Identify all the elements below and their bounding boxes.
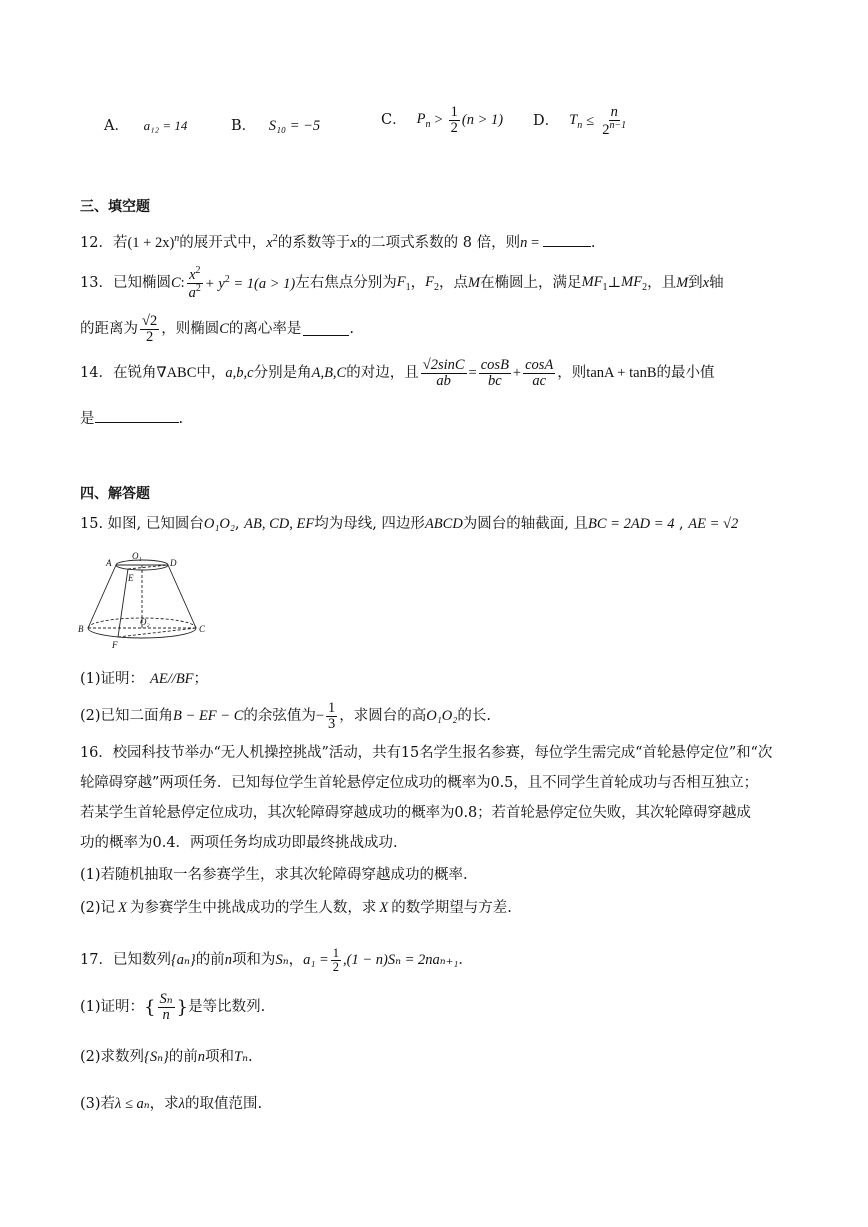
q14-tan-expression: tanA + tanB xyxy=(586,365,657,382)
q13-answer-blank[interactable] xyxy=(303,323,349,336)
q17-a1: a₁ = xyxy=(303,951,329,968)
q14-triangle: ∇ABC xyxy=(156,365,197,382)
q16-part2-text-b: 为参赛学生中挑战成功的学生人数，求 xyxy=(129,900,377,916)
q13-text-2: ，点 xyxy=(438,274,468,291)
q13-m2: M xyxy=(676,274,689,291)
choice-c xyxy=(381,105,503,136)
q13-end: . xyxy=(349,321,354,338)
q15-abcd: ABCD xyxy=(424,516,463,532)
frustum-figure xyxy=(76,550,206,662)
q17-part1-label: (1)证明： xyxy=(80,999,145,1016)
choice-c-tail: (n > 1) xyxy=(461,112,504,129)
generatrix-ef xyxy=(118,569,128,637)
q13-text-5: 到 xyxy=(688,274,703,291)
q13-number: 13．已知椭圆 xyxy=(80,274,171,291)
q13-c: C xyxy=(170,274,181,291)
q14-text-2: 分别是角 xyxy=(253,365,312,382)
q13-ellipse-rest: + $y^2 = 1(a > 1)$ xyxy=(204,273,296,292)
q14-abc: a,b,c xyxy=(225,365,254,382)
choice-c-fraction: $\frac{1}{2}$ xyxy=(450,104,458,137)
q12-text-1: 的展开式中， xyxy=(179,234,267,251)
q17-text-b: 的前 xyxy=(195,951,225,968)
q17-part3-inequality: λ ≤ aₙ xyxy=(115,1096,150,1112)
q14-angles: A,B,C xyxy=(311,365,347,382)
right-brace-icon: } xyxy=(176,996,189,1018)
q13-f1: $F_1$ xyxy=(396,273,411,293)
q15-part1-math: AE//BF xyxy=(150,671,194,687)
question-13-line-1 xyxy=(80,266,724,301)
segment-fc xyxy=(118,628,196,637)
q14-text-5: 的最小值 xyxy=(656,365,715,382)
q13-text-3: 在椭圆上，满足 xyxy=(480,274,582,291)
q17-a1-fraction: $\frac{1}{2}$ xyxy=(332,946,340,975)
q15-condition-1: BC = 2AD = 4 xyxy=(588,516,675,532)
q13-ellipse-fraction: $\frac{x^2}{a^2}$ xyxy=(188,265,201,301)
choice-a-label: A． xyxy=(104,118,129,134)
q13-x: x xyxy=(702,274,710,291)
q15-part2-fraction: $\frac{1}{3}$ xyxy=(328,700,336,733)
label-a: A xyxy=(106,558,112,568)
q16-part2-text-c: 的数学期望与方差. xyxy=(391,900,512,916)
label-f: F xyxy=(112,640,118,650)
q13-c2: C xyxy=(219,321,229,338)
q14-answer-blank[interactable] xyxy=(95,410,179,423)
q13-line2-text-2: ，则椭圆 xyxy=(161,321,220,338)
q15-text-a: 15. 如图, 已知圆台 xyxy=(80,516,204,532)
q15-segments: AB, CD, EF xyxy=(244,516,315,532)
q17-part3-lambda: λ xyxy=(178,1096,185,1112)
q13-m: M xyxy=(467,274,481,291)
question-14-line-1 xyxy=(80,358,715,389)
q12-text-3: 的二项式系数的 8 倍，则 xyxy=(356,234,521,251)
choice-b-math: S₁₀ = −5 xyxy=(268,118,321,134)
q12-x2: $x^2$ xyxy=(266,233,278,251)
label-c: C xyxy=(199,624,206,634)
q14-fraction-1: $\frac{√2\sin C}{ab}$ xyxy=(422,357,465,390)
q13-text-6: 轴 xyxy=(709,274,724,291)
q14-line2-text: 是 xyxy=(80,411,95,427)
q17-part3-text-b: ，求 xyxy=(149,1096,179,1112)
q12-text-2: 的系数等于 xyxy=(277,234,351,251)
q17-part2-text-a: (2)求数列 xyxy=(80,1049,145,1065)
section-3-heading: 三、填空题 xyxy=(80,199,150,215)
q13-perp: ⊥ xyxy=(607,274,622,291)
q14-text-4: ，则 xyxy=(557,365,587,382)
q12-end: . xyxy=(590,234,596,251)
choice-d-rel: ≤ xyxy=(586,112,595,129)
q17-sequence: {aₙ} xyxy=(170,951,196,968)
q17-sn: Sₙ xyxy=(275,951,289,968)
choice-c-label: C． xyxy=(381,112,407,129)
q16-x: X xyxy=(118,900,127,916)
q16-line-2: 轮障碍穿越”两项任务．已知每位学生首轮悬停定位成功的概率为0.5，且不同学生首轮成功与否相互独立； xyxy=(80,775,759,791)
q13-mf1: $MF_1$ xyxy=(581,273,608,293)
question-14-line-2 xyxy=(80,410,183,428)
q13-comma: ， xyxy=(410,274,426,291)
label-o2: O₂ xyxy=(140,617,150,627)
q15-text-c: 均为母线, 四边形 xyxy=(314,516,425,532)
q15-o1o2: O₁O₂ xyxy=(203,516,235,532)
question-15-stem xyxy=(80,516,738,533)
q16-part-1: (1)若随机抽取一名参赛学生，求其次轮障碍穿越成功的概率. xyxy=(80,867,468,883)
q15-part1-label: (1)证明： xyxy=(80,671,145,687)
q17-part1-text: 是等比数列. xyxy=(188,999,266,1016)
question-17-stem xyxy=(80,947,473,974)
choice-c-lhs: $P_n$ xyxy=(416,110,431,130)
q17-part-1 xyxy=(80,992,265,1023)
q16-line-3: 若某学生首轮悬停定位成功，其次轮障碍穿越成功的概率为0.8；若首轮悬停定位失败，其次轮障碍穿越成 xyxy=(80,805,751,821)
q14-fraction-3: $\frac{\cos A}{ac}$ xyxy=(525,357,554,390)
q13-colon: : xyxy=(180,274,185,291)
q17-part3-text-a: (3)若 xyxy=(80,1096,116,1112)
choice-a xyxy=(104,118,187,135)
q12-n: n xyxy=(520,234,528,251)
q15-part1-end: ； xyxy=(193,671,209,687)
q14-text-3: 的对边，且 xyxy=(346,365,419,382)
q17-part1-fraction: $\frac{\text{Sₙ}}{n}$ xyxy=(159,991,173,1024)
q12-number: 12．若 xyxy=(80,234,128,251)
q15-separator: , xyxy=(674,516,689,532)
q16-line-1: 16．校园科技节举办“无人机操控挑战”活动，共有15名学生报名参赛，每位学生需完成“首轮悬停定位”和“次 xyxy=(80,745,773,761)
q16-x2: X xyxy=(379,900,389,916)
q17-part3-text-c: 的取值范围. xyxy=(184,1096,263,1112)
q13-line2-text-1: 的距离为 xyxy=(80,321,138,338)
choice-d-label: D． xyxy=(533,112,560,129)
q15-text-b: , xyxy=(234,516,245,532)
q15-part2-text-a: (2)已知二面角 xyxy=(80,708,174,725)
q14-number: 14．在锐角 xyxy=(80,365,157,382)
q13-mf2: $MF_2$ xyxy=(621,273,648,293)
q16-part2-text-a: (2)记 xyxy=(80,900,116,916)
q15-part-1 xyxy=(80,671,208,688)
q15-part2-text-d: ，求圆台的高 xyxy=(339,708,427,725)
question-13-line-2 xyxy=(80,314,354,345)
q13-f2: $F_2$ xyxy=(425,273,439,293)
q17-part2-n: n xyxy=(197,1049,206,1065)
q15-part2-minus: − xyxy=(315,708,325,725)
q13-distance-fraction: $\frac{√2}{2}$ xyxy=(142,313,158,346)
q17-recurrence: ,(1 − n)Sₙ = 2naₙ₊₁ xyxy=(343,951,459,968)
label-o1: O₁ xyxy=(132,551,142,561)
q17-text-e: ． xyxy=(458,951,473,968)
generatrix-ab xyxy=(88,565,116,628)
q15-condition-2: AE = √2 xyxy=(688,516,739,532)
q12-equals: = xyxy=(527,234,543,251)
q16-line-4: 功的概率为0.4．两项任务均成功即最终挑战成功. xyxy=(80,835,398,851)
q17-part2-text-b: 的前 xyxy=(168,1049,198,1065)
q12-answer-blank[interactable] xyxy=(543,234,591,247)
left-brace-icon: { xyxy=(144,996,156,1018)
q13-line2-text-3: 的离心率是 xyxy=(228,321,302,338)
q13-text-1: 左右焦点分别为 xyxy=(295,274,397,291)
q12-x: x xyxy=(350,234,357,251)
label-b: B xyxy=(78,624,84,634)
q17-text-a: 17．已知数列 xyxy=(80,951,171,968)
label-d: D xyxy=(170,558,177,568)
q17-part-3 xyxy=(80,1096,262,1113)
q17-n: n xyxy=(224,951,232,968)
choice-d-fraction: $\frac{n}{2^{n-1}}$ xyxy=(602,104,627,139)
q15-part2-text-f: 的长. xyxy=(457,708,491,725)
q15-part2-dihedral: B − EF − C xyxy=(173,708,244,725)
section-4-heading: 四、解答题 xyxy=(80,486,150,502)
q15-part-2 xyxy=(80,701,491,732)
q14-text-1: 中， xyxy=(196,365,226,382)
q15-part2-o1o2: O₁O₂ xyxy=(426,708,458,725)
q15-text-d: 为圆台的轴截面, 且 xyxy=(462,516,589,532)
question-12 xyxy=(80,233,595,252)
q17-part2-text-c: 项和 xyxy=(205,1049,235,1065)
generatrix-dc xyxy=(168,565,196,628)
q17-part2-end: . xyxy=(247,1049,253,1065)
q17-part2-seq: {Sₙ} xyxy=(144,1049,169,1065)
q17-part-2 xyxy=(80,1049,253,1066)
q16-part-2 xyxy=(80,900,512,917)
choice-d xyxy=(533,105,630,138)
q13-text-4: ，且 xyxy=(647,274,677,291)
q14-end: . xyxy=(178,411,184,427)
q17-text-d: ， xyxy=(288,951,304,968)
q17-part2-tn: Tₙ xyxy=(234,1049,248,1065)
label-e: E xyxy=(128,573,134,583)
choice-a-math: a₁₂ = 14 xyxy=(143,118,188,133)
choice-b-label: B． xyxy=(231,118,257,134)
q14-fraction-2: $\frac{\cos B}{bc}$ xyxy=(480,357,509,390)
q15-part2-text-c: 的余弦值为 xyxy=(243,708,316,725)
choice-d-lhs: $T_n$ xyxy=(569,111,583,131)
q12-binomial: $(1 + 2x)^n$ xyxy=(127,233,180,251)
q14-plus: + xyxy=(512,365,522,382)
q14-equals: = xyxy=(468,365,477,382)
choice-c-rel: > xyxy=(434,112,443,129)
q17-text-c: 项和为 xyxy=(231,951,276,968)
choice-b xyxy=(231,118,320,135)
